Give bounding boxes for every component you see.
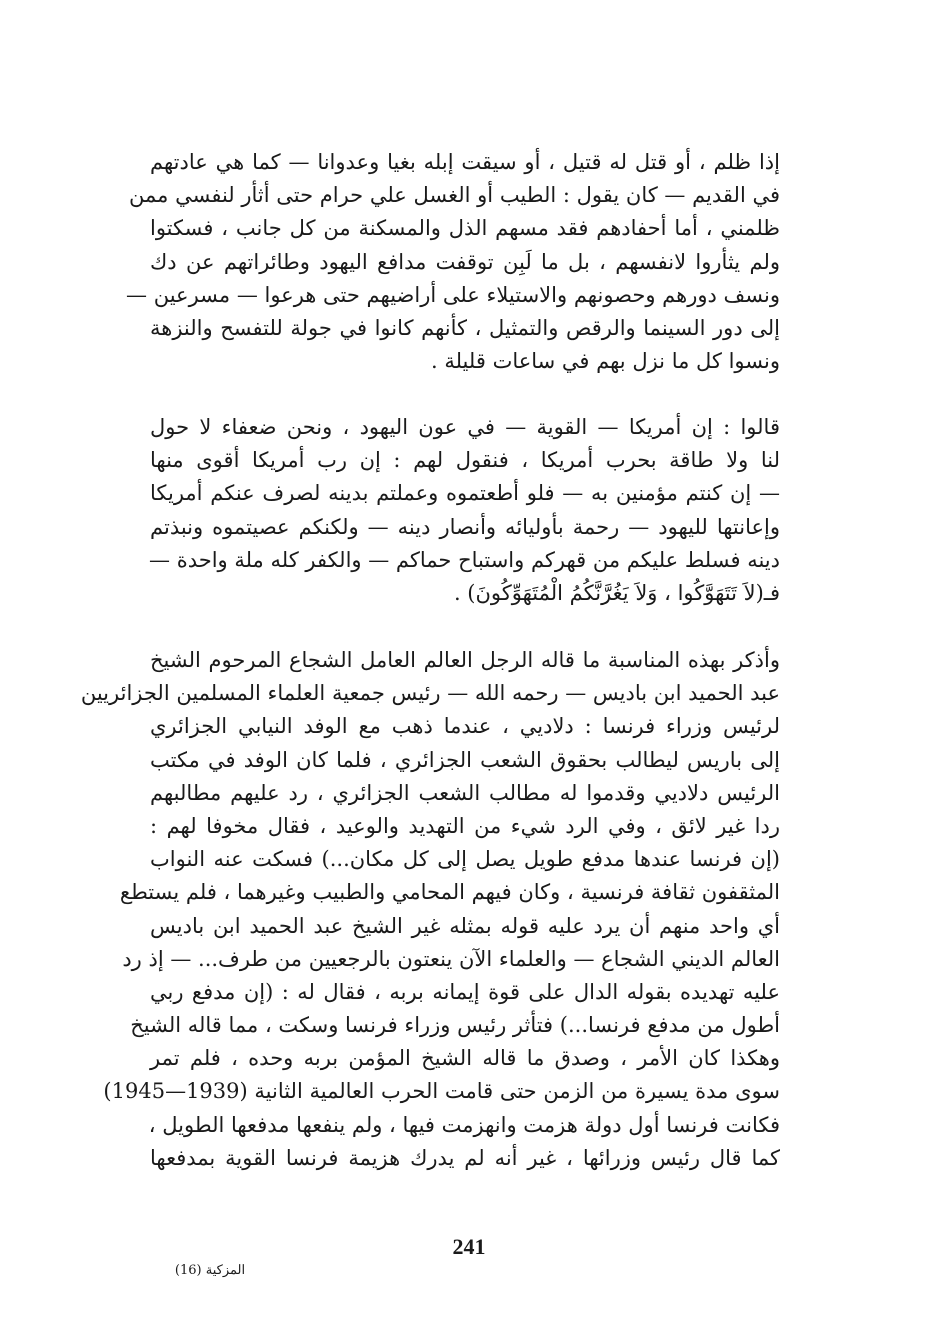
text-line: دينه فسلط عليكم من قهركم واستباح حماكم — والكفر كله ملة واحدة — — [149, 547, 780, 572]
text-line: عليه تهديده بقوله الدال على قوة إيمانه بربه ، فقال له : (إن مدفع ربي — [150, 979, 780, 1004]
text-line: العالم الديني الشجاع — والعلماء الآن ينعتون بالرجعيين من طرف... — إذ رد — [122, 946, 780, 971]
text-line: ظلمني ، أما أحفادهم فقد مسهم الذل والمسكنة من كل جانب ، فسكتوا — [150, 216, 780, 241]
paragraph-1 — [126, 146, 780, 378]
page-number: 241 — [452, 1234, 486, 1259]
text-line: — إن كنتم مؤمنين به — فلو أطعتموه وعملتم بدينه لصرف عنكم أمريكا — [150, 481, 780, 506]
paragraph-3 — [80, 644, 780, 1175]
text-line: كما قال رئيس وزرائها ، غير أنه لم يدرك هزيمة فرنسا القوية بمدفعها — [150, 1145, 780, 1170]
text-line: في القديم — كان يقول : الطيب أو الغسل علي حرام حتى أثأر لنفسي ممن — [129, 183, 780, 208]
text-line: سوى مدة يسيرة من الزمن حتى قامت الحرب العالمية الثانية (1939—1945) — [103, 1079, 780, 1104]
text-line: عبد الحميد ابن باديس — رحمه الله — رئيس جمعية العلماء المسلمين الجزائريين — [80, 681, 780, 706]
text-line: إذا ظلم ، أو قتل له قتيل ، أو سيقت إبله بغيا وعدوانا — كما هي عادتهم — [150, 150, 780, 174]
text-line: ولم يثأروا لانفسهم ، بل ما لَبِن توقفت مدافع اليهود وطائراتهم عن دك — [150, 249, 780, 274]
text-line: إلى دور السينما والرقص والتمثيل ، كأنهم كانوا في جولة للتفسح والنزهة — [150, 315, 780, 340]
text-line: ردا غير لائق ، وفي الرد شيء من التهديد والوعيد ، فقال مخوفا لهم : — [150, 813, 780, 838]
text-line: لرئيس وزراء فرنسا : دلاديي ، عندما ذهب مع الوفد النيابي الجزائري — [150, 714, 780, 739]
text-line: أي واحد منهم أن يرد عليه قوله بمثله غير الشيخ عبد الحميد ابن باديس — [150, 913, 780, 938]
text-line: فـ(لاَ تَتَهَوَّكُوا ، وَلاَ يَغُرَّنَّكُمُ الْمُتَهَوِّكُونَ) . — [453, 580, 780, 605]
text-line: لنا ولا طاقة بحرب أمريكا ، فنقول لهم : إن رب أمريكا أقوى منها — [150, 448, 780, 473]
paragraph-2 — [150, 411, 780, 610]
text-line: (إن فرنسا عندها مدفع طويل يصل إلى كل مكان...) فسكت عنه النواب — [150, 847, 780, 872]
text-line: أطول من مدفع فرنسا...) فتأثر رئيس وزراء فرنسا وسكت ، مما قاله الشيخ — [130, 1013, 780, 1038]
text-line: ونسف دورهم وحصونهم والاستيلاء على أراضيهم حتى هرعوا — مسرعين — — [126, 282, 780, 307]
text-line: المثقفون ثقافة فرنسية ، وكان فيهم المحامي والطبيب وغيرهما ، فلم يستطع — [119, 880, 780, 905]
text-line: وإعانتها لليهود — رحمة بأوليائه وأنصار دينه — ولكنكم عصيتموه ونبذتم — [150, 514, 780, 539]
text-line: فكانت فرنسا أول دولة هزمت وانهزمت فيها ، ولم ينفعها مدفعها الطويل ، — [148, 1112, 780, 1137]
text-line: ونسوا كل ما نزل بهم في ساعات قليلة . — [431, 349, 780, 374]
text-line: الرئيس دلاديي وقدموا له مطالب الشعب الجزائري ، رد عليهم مطالبهم — [150, 780, 780, 805]
text-line: وهكذا كان الأمر ، وصدق ما قاله الشيخ المؤمن بربه وحده ، فلم تمر — [150, 1046, 780, 1071]
signature-mark: المزكية (16) — [174, 1263, 246, 1278]
text-line: وأذكر بهذه المناسبة ما قاله الرجل العالم العامل الشجاع المرحوم الشيخ — [150, 648, 780, 672]
text-line: إلى باريس ليطالب بحقوق الشعب الجزائري ، فلما كان الوفد في مكتب — [150, 747, 780, 772]
text-line: قالوا : إن أمريكا — القوية — في عون اليهود ، ونحن ضعفاء لا حول — [150, 415, 780, 439]
